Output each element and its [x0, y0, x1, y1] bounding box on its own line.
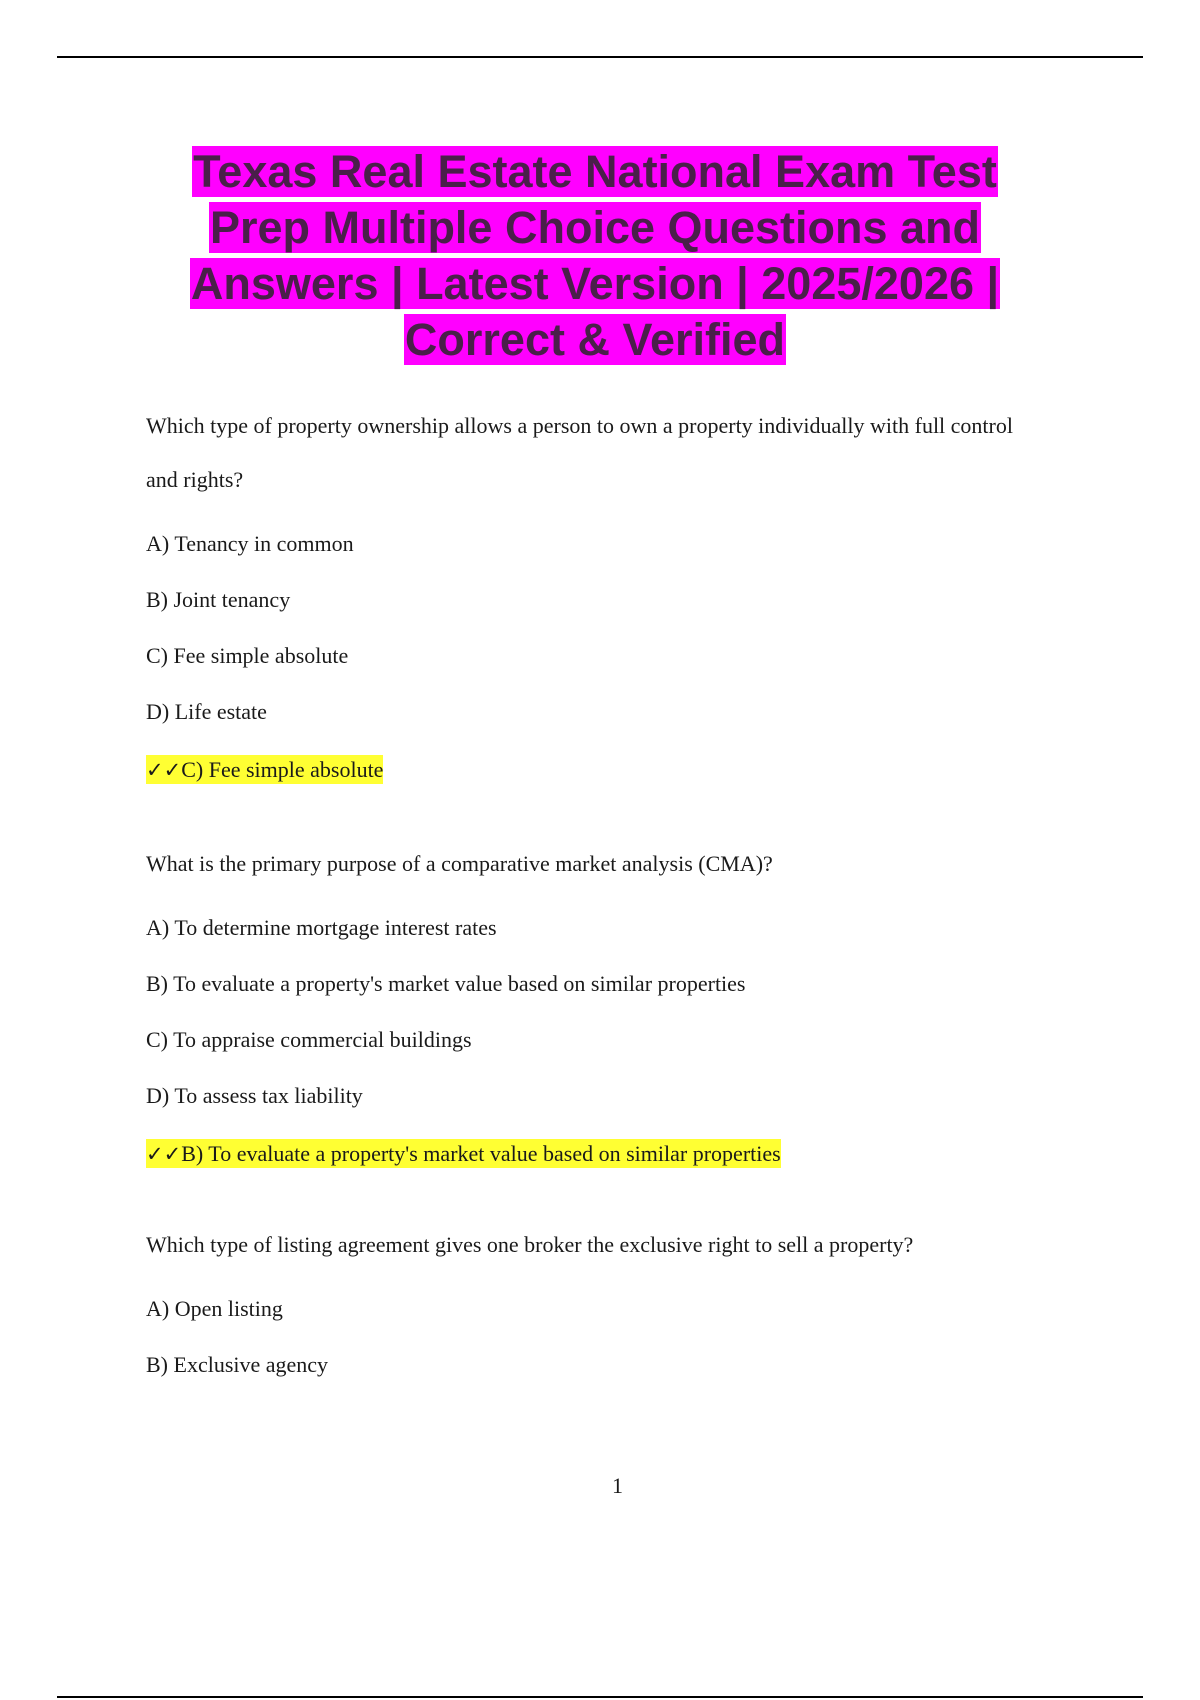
question-3-option-b: B) Exclusive agency [146, 1352, 329, 1377]
question-3-option-a: A) Open listing [146, 1296, 283, 1321]
bottom-rule [57, 1696, 1143, 1698]
question-2-option-b: B) To evaluate a property's market value based on similar properties [146, 971, 746, 996]
check-mark-icon: ✓✓ [146, 758, 182, 782]
question-3 [146, 1218, 1046, 1379]
question-1 [146, 399, 1046, 784]
question-1-option-d: D) Life estate [146, 699, 267, 724]
question-1-option-a: A) Tenancy in common [146, 531, 354, 556]
question-1-option-c: C) Fee simple absolute [146, 643, 349, 668]
question-3-text: Which type of listing agreement gives one broker the exclusive right to sell a property? [146, 1232, 914, 1257]
check-mark-icon: ✓✓ [146, 1142, 182, 1166]
question-2-answer-text: B) To evaluate a property's market value based on similar properties [181, 1141, 781, 1166]
question-1-answer-text: C) Fee simple absolute [181, 757, 384, 782]
question-list [146, 412, 1046, 1445]
question-1-text: Which type of property ownership allows a person to own a property individually with full control and rights? [146, 413, 1013, 492]
question-2 [146, 837, 1046, 1168]
question-2-option-c: C) To appraise commercial buildings [146, 1027, 472, 1052]
question-2-answer [146, 1140, 1046, 1168]
question-1-answer [146, 756, 1046, 784]
top-rule [57, 56, 1143, 58]
question-1-option-b: B) Joint tenancy [146, 587, 291, 612]
question-2-option-a: A) To determine mortgage interest rates [146, 915, 497, 940]
question-2-option-d: D) To assess tax liability [146, 1083, 363, 1108]
document-title [140, 144, 1050, 368]
question-2-text: What is the primary purpose of a comparative market analysis (CMA)? [146, 851, 773, 876]
page-number: 1 [612, 1473, 623, 1498]
document-title-text: Texas Real Estate National Exam Test Prep Multiple Choice Questions and Answers | Latest Version | 2025/2026 | Correct & Verified [190, 146, 1000, 365]
